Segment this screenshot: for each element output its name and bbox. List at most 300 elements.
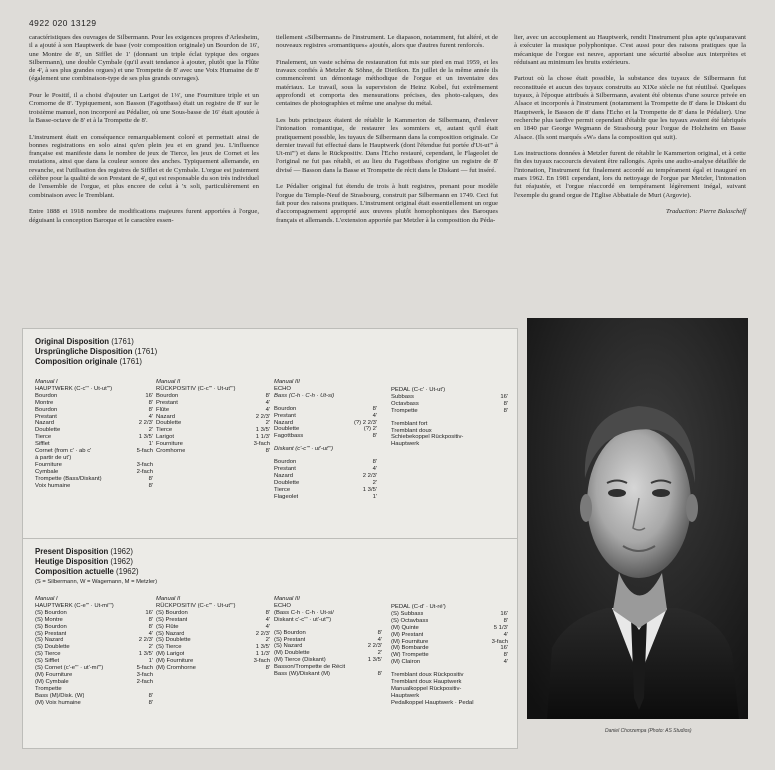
stop-row [35, 427, 153, 434]
stop-name: Prestant [156, 399, 178, 406]
stop-pitch: 8' [265, 392, 270, 399]
stop-name: (M) Doublette [274, 650, 310, 657]
stop-row [156, 420, 270, 427]
stop-row [274, 413, 377, 420]
stop-pitch: 1' [148, 441, 153, 448]
stop-row [156, 637, 270, 644]
stop-pitch: 4' [372, 412, 377, 419]
translator-credit: Traduction: Pierre Balascheff [666, 208, 746, 216]
stop-name: (M) Tierce (Diskant) [274, 657, 326, 664]
stop-row [391, 632, 508, 639]
stop-row [156, 407, 270, 414]
stop-name: (S) Octavbass [391, 617, 429, 624]
stop-pitch: 3-fach [253, 658, 270, 665]
heading-en: Present Disposition [35, 547, 109, 556]
stop-name: Basson/Trompette de Récit [274, 664, 346, 671]
stop-name: Bass (W)/Diskant (M) [274, 671, 330, 678]
present-disposition-heading [35, 547, 139, 577]
stop-pitch: 8' [265, 665, 270, 672]
stop-pitch: 8' [148, 623, 153, 630]
stop-name: (S) Nazard [35, 637, 64, 644]
accessory-item: Tremblant fort [391, 420, 428, 427]
stop-pitch: 2 2/3' [367, 643, 382, 650]
stop-pitch: 1' [148, 658, 153, 665]
stop-row [274, 637, 382, 644]
stop-name: (M) Fourniture [391, 638, 429, 645]
stop-list [274, 459, 377, 500]
original-manual-3 [274, 379, 377, 501]
stop-name: Doublette [35, 427, 61, 434]
stop-pitch: 4' [377, 636, 382, 643]
stop-row [274, 473, 377, 480]
stop-row [156, 624, 270, 631]
division-name: ECHO [274, 385, 292, 392]
stop-name: Fourniture [35, 461, 62, 468]
echo-range: Diskant c'-c''' · ut'-ut''') [274, 616, 332, 623]
stop-row [35, 441, 153, 448]
stop-list [391, 611, 508, 666]
stop-name: Bourdon [35, 392, 58, 399]
stop-name: Sifflet [35, 441, 50, 448]
stop-list [35, 393, 153, 490]
accessory-item: Schiebekoppel Rückpositiv- [391, 434, 464, 441]
stop-pitch: 4' [503, 659, 508, 666]
stop-name: Fagottbass [274, 433, 304, 440]
paragraph: Finalement, un vaste schéma de restauration fut mis sur pied en mai 1959, et les travaux confiés à Metzler & Söhne, de Dietikon. En juillet de la même année ils commencèrent un démontage méthodique de l'orgue et un inventaire des matériaux. Le travail, sous la supervision de Heinz Kobel, fut extrêmement approfondi et comporta des mensurations précises, des photo-calques, des centaines de photographies et même une analyse du métal. [276, 58, 498, 108]
stop-pitch: 4' [148, 630, 153, 637]
heading-year: (1761) [134, 347, 158, 356]
stop-pitch: 2-fach [136, 678, 153, 685]
stop-row [35, 476, 153, 483]
stop-name: Trompette (Bass/Diskant) [35, 475, 102, 482]
stop-pitch: 8' [372, 405, 377, 412]
stop-pitch: 2' [148, 644, 153, 651]
stop-row [391, 652, 508, 659]
heading-year: (1962) [116, 567, 139, 576]
stop-pitch: 8' [372, 459, 377, 466]
stop-name: (S) Bourdon [274, 629, 306, 636]
stop-pitch: 3-fach [491, 638, 508, 645]
stop-name: (M) Fourniture [156, 658, 194, 665]
stop-row [274, 643, 382, 650]
stop-row [391, 618, 508, 625]
stop-row [156, 631, 270, 638]
stop-row [156, 610, 270, 617]
original-pedal [391, 387, 508, 448]
paragraph: L'instrument était en conséquence remarquablement coloré et permettait ainsi de bonnes registrations en solo ainsi qu'en plein jeu et en grand jeu. L'influence française est manifeste dans le nombre de jeux de Tierce, les jeux de Cornet et les mutations, ainsi que dans la couleur sonore des anches. Typiquement allemande, en revanche, est l'utilisation des registres de Sifflet et de Cymbale. L'orgue est justement célèbre pour la qualité de son Prestant de 4', qui est responsable du son très individuel de l'ensemble de l'orgue, et plus encore de celui à 'x soli, particulièrement en combinaison avec le Tremblant. [29, 133, 259, 199]
stop-name: (W) Trompette [391, 652, 429, 659]
stop-name: Nazard [274, 472, 293, 479]
stop-name: Doublette [274, 426, 300, 433]
stop-pitch: 8' [148, 399, 153, 406]
stop-row [274, 406, 377, 413]
stop-row [35, 637, 153, 644]
stop-pitch [150, 686, 153, 693]
stop-pitch: 4' [265, 623, 270, 630]
stop-row [156, 414, 270, 421]
stop-name: (M) Cromhorne [156, 665, 196, 672]
stop-name: Cromhorne [156, 448, 186, 455]
stop-row [35, 483, 153, 490]
stop-row [391, 659, 508, 666]
stop-row [35, 414, 153, 421]
stop-pitch: (?) 2 2/3' [353, 419, 377, 426]
stop-name: Cymbale [35, 468, 59, 475]
catalog-number: 4922 020 13129 [29, 18, 97, 28]
stop-pitch: 1' [372, 493, 377, 500]
stop-name: Bourdon [274, 405, 297, 412]
stop-row [35, 420, 153, 427]
stop-row [35, 665, 153, 672]
paragraph: Partout où la chose était possible, la substance des tuyaux de Silbermann fut reconstituée et aucun des tuyaux construits au XIXe siècle ne fut réutilisé. Quelques tuyaux, à l'époque attribués à Silbermann, avaient été obtenus d'une source privée en Alsace et incorporés à l'instrument (notamment la Trompette de 8' dans le Diskant du Hauptwerk, le Basson de 8' dans l'Echo et la Trompette de 8' dans le Pédalier). Une recherche plus tardive permit cependant d'établir que les tuyaux avaient été fabriqués en 1840 par George Wegmann de Strasbourg pour l'orgue de Holzheim en Basse Alsace. (Ils sont marqués «W» dans la composition qui suit). [514, 75, 746, 141]
stop-row [274, 487, 377, 494]
stop-pitch: 8' [148, 692, 153, 699]
stop-pitch: 2' [265, 637, 270, 644]
stop-pitch: 3-fach [136, 671, 153, 678]
stop-name: Nazard [274, 419, 293, 426]
stop-row [156, 617, 270, 624]
accessory-item: Pedalkoppel Hauptwerk · Pedal [391, 699, 474, 706]
stop-row [274, 650, 382, 657]
stop-name: Larigot [156, 434, 175, 441]
accessory-item: Hauptwerk [391, 441, 420, 448]
paragraph: Entre 1888 et 1918 nombre de modifications majeures furent apportées à l'orgue, déguisant la conception Baroque et le caractère essen- [29, 208, 259, 224]
stop-pitch: 2' [265, 420, 270, 427]
stop-name: (S) Bourdon [35, 609, 67, 616]
stop-pitch: 4' [265, 399, 270, 406]
stop-pitch: 1 1/3' [255, 434, 270, 441]
division-name: HAUPTWERK (C-c''' · Ut-ut''') [35, 385, 113, 392]
stop-name: (S) Nazard [274, 643, 303, 650]
accessory-item: Manualkoppel Rückpositiv- [391, 685, 462, 692]
stop-row [391, 408, 508, 415]
stop-name: (M) Quinte [391, 624, 419, 631]
paragraph: Le Pédalier original fut étendu de trois à huit registres, prenant pour modèle l'orgue du Temple-Neuf de Strasbourg, construit par Silbermann en 1749. Ceci fut fait pour des raisons pratiques. L'instrument original était essentiellement un orgue d'accompagnement approprié aux œuvres plutôt homophoniques des Baroques français et allemands. L'extension apportée par Metzler à la composition du Péda- [276, 183, 498, 224]
stop-row [35, 631, 153, 638]
stop-name: Bourdon [35, 406, 58, 413]
stop-row [156, 658, 270, 665]
accessory-item: Tremblant doux Rückpositiv [391, 672, 464, 679]
stop-pitch: 1 3/5' [362, 486, 377, 493]
stop-name: Tierce [274, 486, 291, 493]
stop-row [35, 651, 153, 658]
stop-name: (S) Cornet (c'-e''' · ut'-mi''') [35, 665, 104, 672]
stop-name: (S) Bourdon [35, 623, 67, 630]
stop-list [391, 394, 508, 415]
stop-name: Tierce [156, 427, 173, 434]
stop-name: Tierce [35, 434, 52, 441]
stop-row [156, 393, 270, 400]
stop-name: (S) Subbass [391, 610, 424, 617]
stop-row [274, 420, 377, 427]
original-manual-1 [35, 379, 153, 490]
stop-row [391, 625, 508, 632]
stop-name: (M) Cymbale [35, 678, 69, 685]
original-disposition-heading [35, 337, 157, 367]
stop-pitch: 2 2/3' [255, 413, 270, 420]
stop-pitch: 8' [503, 400, 508, 407]
stop-pitch: 8' [503, 617, 508, 624]
stop-name: Flûte [156, 406, 170, 413]
stop-row [35, 455, 153, 462]
stop-row [156, 400, 270, 407]
manual-label: Manual II [156, 379, 181, 385]
heading-en: Original Disposition [35, 337, 110, 346]
paragraph: lier, avec un accouplement au Hauptwerk, rendit l'instrument plus apte qu'auparavant à exécuter la musique polyphonique. C'est aussi pour des raisons pratiques que la mécanique de l'orgue est neuve, apportant une sécurité absolue aux interprètes et réduisant au minimum les bruits extérieurs. [514, 34, 746, 66]
stop-name: Prestant [35, 413, 57, 420]
stop-pitch: 5 1/3' [493, 624, 508, 631]
manual-label: Manual III [274, 596, 300, 602]
stop-pitch: 1 3/5' [138, 651, 153, 658]
stop-name: (S) Nazard [156, 630, 185, 637]
stop-row [156, 651, 270, 658]
stop-pitch: 4' [265, 406, 270, 413]
stop-row [35, 617, 153, 624]
stop-row [274, 630, 382, 637]
present-manual-2 [156, 596, 270, 672]
stop-pitch: 8' [503, 652, 508, 659]
stop-row [35, 434, 153, 441]
stop-row [156, 441, 270, 448]
stop-pitch: 2 2/3' [255, 630, 270, 637]
stop-name: (M) Larigot [156, 651, 185, 658]
stop-pitch: 1 3/5' [138, 434, 153, 441]
stop-row [274, 657, 382, 664]
stop-row [35, 693, 153, 700]
stop-row [35, 448, 153, 455]
stop-pitch: 1 1/3' [255, 651, 270, 658]
present-manual-1 [35, 596, 153, 707]
stop-row [156, 665, 270, 672]
stop-pitch: 2 2/3' [362, 472, 377, 479]
stop-name: (S) Flûte [156, 623, 179, 630]
echo-range: (Bass C-h · C-h · Ut-si/ [274, 609, 334, 616]
stop-pitch: 8' [372, 433, 377, 440]
heading-year: (1761) [119, 357, 143, 366]
stop-list [35, 610, 153, 707]
stop-name: Prestant [274, 412, 296, 419]
stop-list [156, 393, 270, 455]
stop-pitch: 8' [148, 475, 153, 482]
heading-year: (1761) [111, 337, 134, 346]
stop-row [274, 426, 377, 433]
accessory-item: Hauptwerk [391, 692, 420, 699]
stop-row [35, 686, 153, 693]
stop-name: (M) Prestant [391, 631, 424, 638]
division-name: RÜCKPOSITIV (C-c''' · Ut-ut''') [156, 385, 236, 392]
paragraph: Les buts principaux étaient de rétablir le Kammerton de Silbermann, d'enlever l'intonation romantique, de restaurer les sommiers et, autant qu'il était pratiquement possible, les tuyaux de Silbermann dans la composition originale. Ce dernier travail fut effectué dans le Hauptwerk (dont l'étendue fut portée d'Ut-ut''' à Ut-mi''') et dans le Rückpositiv. Dans l'Echo restauré, cependant, le Flageolet de l'original ne fut pas rétabli, et au lieu du Fagottbass d'origine un registre de 8' divisé — Basson dans la Basse et Trompette de récit dans le Diskant — fut inséré. [276, 116, 498, 174]
stop-row [391, 401, 508, 408]
stop-row [274, 433, 377, 440]
stop-name: (S) Prestant [274, 636, 306, 643]
stop-pitch: 2-fach [136, 468, 153, 475]
bass-range: Bass (C-h · C-h · Ut-si) [274, 392, 335, 399]
text-column-1 [29, 34, 259, 233]
stop-pitch: 8' [148, 406, 153, 413]
stop-pitch: 1 3/5' [255, 427, 270, 434]
stop-name: Bourdon [274, 459, 297, 466]
division-name: PEDAL (C-c' · Ut-ut') [391, 387, 446, 393]
present-manual-3 [274, 596, 382, 678]
division-name: RÜCKPOSITIV (C-c''' · Ut-ut''') [156, 602, 236, 609]
stop-row [391, 639, 508, 646]
diskant-range: Diskant (c'-c''' · ut'-ut''') [274, 446, 334, 453]
stop-row [391, 611, 508, 618]
heading-year: (1962) [110, 557, 133, 566]
stop-pitch: 1 3/5' [255, 644, 270, 651]
accessory-item: Tremblant doux [391, 427, 432, 434]
stop-pitch [150, 455, 153, 462]
stop-name: Trompette [35, 685, 62, 692]
stop-name: Trompette [391, 407, 418, 414]
stop-pitch: 16' [500, 393, 508, 400]
stop-name: Prestant [274, 466, 296, 473]
stop-row [35, 700, 153, 707]
stop-name: (M) Voix humaine [35, 699, 81, 706]
accessory-list [391, 421, 508, 449]
stop-list [156, 610, 270, 672]
stop-pitch: 3-fach [253, 441, 270, 448]
manual-label: Manual I [35, 596, 58, 602]
stop-name: (S) Tierce [35, 651, 61, 658]
paragraph: Pour le Positif, il a choisi d'ajouter un Larigot de 1⅓', une Fourniture triple et un Cromorne de 8'. Typiquement, son Basson (Fagottbass) était un registre de 8' sur le troisième manuel, non incorporé au Pédalier, où une Sous-basse de 16' était ajoutée à la Basse-octave de 8' et à la Trompette de 8'. [29, 92, 259, 124]
stop-pitch: 4' [372, 466, 377, 473]
stop-name: Doublette [274, 479, 300, 486]
stop-pitch: 1 3/5' [367, 657, 382, 664]
stop-row [156, 644, 270, 651]
stop-name: (S) Prestant [156, 616, 188, 623]
stop-name: Cornet (from c' · ab c' [35, 448, 92, 455]
stop-row [156, 448, 270, 455]
stop-row [35, 393, 153, 400]
stop-name: (S) Montre [35, 616, 63, 623]
stop-row [35, 462, 153, 469]
stop-pitch: 2 2/3' [138, 637, 153, 644]
paragraph: tiellement «Silbermann» de l'instrument. Le diapason, notamment, fut altéré, et de nouveaux registres «romantiques» ajoutés, alors que d'autres furent renforcés. [276, 34, 498, 50]
stop-pitch: 16' [145, 392, 153, 399]
stop-pitch: 5-fach [136, 665, 153, 672]
stop-row [156, 427, 270, 434]
stop-pitch: 4' [265, 616, 270, 623]
original-disposition-box [22, 328, 518, 551]
stop-row [35, 469, 153, 476]
stop-pitch: 8' [377, 671, 382, 678]
stop-name: (S) Tierce [156, 644, 182, 651]
heading-de: Ursprüngliche Disposition [35, 347, 133, 356]
stop-pitch: 4' [503, 631, 508, 638]
stop-row [35, 407, 153, 414]
stop-name: Voix humaine [35, 482, 71, 489]
stop-pitch: 8' [148, 482, 153, 489]
heading-de: Heutige Disposition [35, 557, 109, 566]
stop-pitch: 16' [500, 610, 508, 617]
stop-list [274, 406, 377, 441]
heading-year: (1962) [110, 547, 133, 556]
stop-name: (M) Clairon [391, 659, 421, 666]
stop-row [35, 644, 153, 651]
heading-fr: Composition originale [35, 357, 118, 366]
stop-pitch: 5-fach [136, 448, 153, 455]
stop-row [156, 434, 270, 441]
stop-name: (S) Doublette [156, 637, 191, 644]
photo-credit: Daniel Chorzempa (Photo: AS Studios) [605, 728, 692, 734]
stop-pitch: 8' [265, 609, 270, 616]
division-name: PEDAL (C-d' · Ut-ré') [391, 604, 446, 610]
stop-pitch: 4' [148, 413, 153, 420]
stop-row [274, 671, 382, 678]
builder-legend: (S = Silbermann, W = Wagemann, M = Metzler) [35, 579, 158, 585]
stop-name: Subbass [391, 393, 414, 400]
stop-name: (S) Prestant [35, 630, 67, 637]
stop-name: à partir de ut') [35, 454, 72, 461]
stop-name: (M) Fourniture [35, 671, 73, 678]
stop-name: Fourniture [156, 441, 183, 448]
stop-name: Bass (M)/Disk. (W) [35, 692, 85, 699]
stop-name: Octavbass [391, 400, 419, 407]
stop-row [274, 494, 377, 501]
stop-pitch: 16' [145, 609, 153, 616]
stop-pitch: 2' [148, 427, 153, 434]
stop-name: (S) Doublette [35, 644, 70, 651]
manual-label: Manual I [35, 379, 58, 385]
stop-pitch: 2' [377, 650, 382, 657]
text-column-2 [276, 34, 498, 233]
manual-label: Manual III [274, 379, 300, 385]
stop-row [35, 679, 153, 686]
stop-pitch [379, 664, 382, 671]
text-column-3 [514, 34, 746, 225]
stop-pitch: 3-fach [136, 461, 153, 468]
division-name: HAUPTWERK (C-e''' · Ut-mi''') [35, 602, 114, 609]
accessory-list [391, 672, 508, 707]
stop-pitch: 8' [148, 616, 153, 623]
stop-row [274, 466, 377, 473]
original-manual-2 [156, 379, 270, 455]
stop-row [35, 610, 153, 617]
stop-name: (M) Bombarde [391, 645, 429, 652]
manual-label: Manual II [156, 596, 181, 602]
stop-row [391, 645, 508, 652]
stop-pitch: 2' [372, 479, 377, 486]
accessory-item: Tremblant doux Hauptwerk [391, 679, 462, 686]
stop-row [274, 480, 377, 487]
organist-portrait-photo [527, 318, 748, 719]
paragraph: Les instructions données à Metzler furent de rétablir le Kammerton original, et à cette fin des tuyaux raccourcis devaient être rallongés. Après une audio-analyse détaillée de l'intonation, l'instrument fut finalement accordé au tempérament égal et inauguré en mars 1962. En 1981 cependant, lors du nettoyage de l'orgue par Metzler, l'intonation fut réajustée, et l'orgue réaccordé en tempérament légèrement inégal, suivant l'exemple du grand orgue de l'Eglise Abbatiale de Muri (Argovie). [514, 150, 746, 199]
stop-pitch: 8' [148, 699, 153, 706]
stop-pitch: (?) 2' [363, 426, 377, 433]
stop-name: Montre [35, 399, 54, 406]
stop-name: Nazard [156, 413, 175, 420]
stop-row [274, 664, 382, 671]
stop-pitch: 8' [503, 407, 508, 414]
stop-row [35, 400, 153, 407]
stop-name: Bourdon [156, 392, 179, 399]
stop-pitch: 2 2/3' [138, 420, 153, 427]
stop-name: Flageolet [274, 493, 299, 500]
stop-row [35, 624, 153, 631]
stop-pitch: 8' [377, 629, 382, 636]
stop-name: Nazard [35, 420, 54, 427]
stop-name: (S) Sifflet [35, 658, 60, 665]
stop-pitch: 16' [500, 645, 508, 652]
stop-list [274, 630, 382, 678]
present-pedal [391, 604, 508, 707]
stop-row [391, 394, 508, 401]
stop-row [35, 658, 153, 665]
division-name: ECHO [274, 602, 292, 609]
stop-row [274, 459, 377, 466]
stop-name: (S) Bourdon [156, 609, 188, 616]
